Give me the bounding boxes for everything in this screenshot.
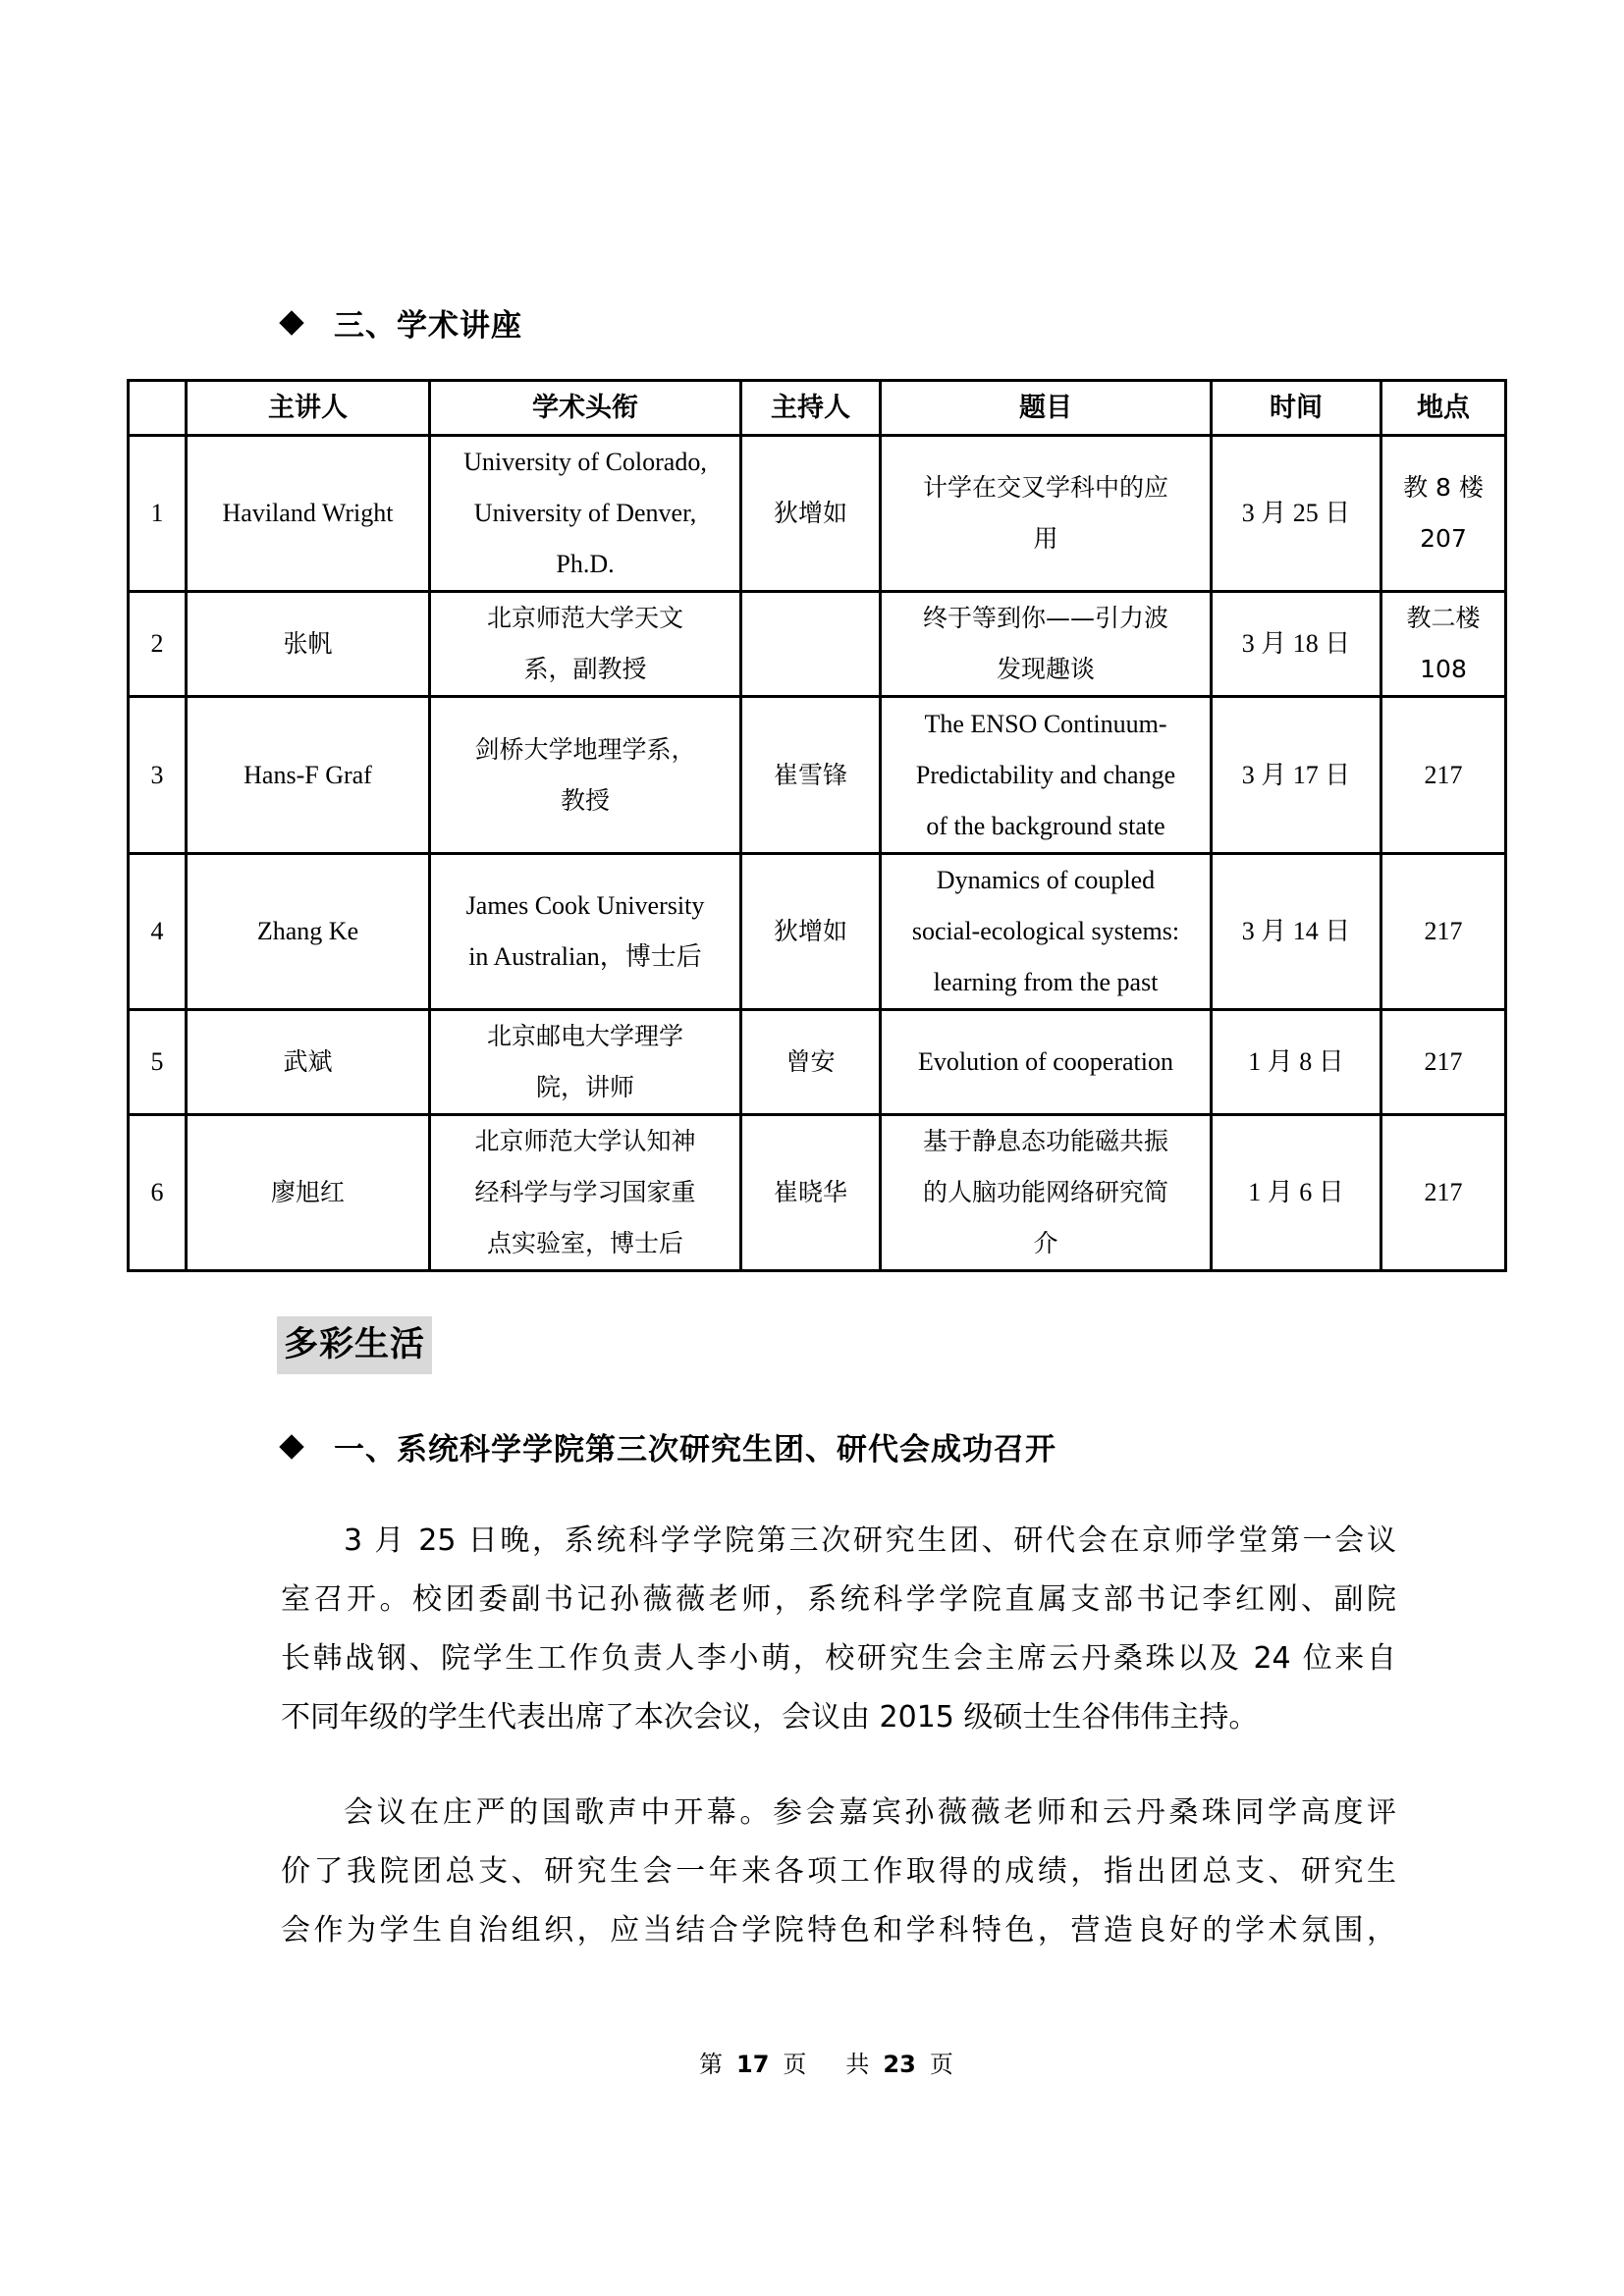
cell-place xyxy=(1381,854,1506,1010)
cell-host xyxy=(741,697,881,854)
cell-speaker-line: 武斌 xyxy=(283,1047,333,1076)
paragraph-line: 会议在庄严的国歌声中开幕。参会嘉宾孙薇薇老师和云丹桑珠同学高度评 xyxy=(344,1795,1396,1830)
paragraph-line: 会作为学生自治组织，应当结合学院特色和学科特色，营造良好的学术氛围， xyxy=(281,1913,1396,1948)
footer-page-unit: 页 xyxy=(783,2051,807,2078)
header-place: 地点 xyxy=(1381,381,1506,436)
cell-speaker-line: Haviland Wright xyxy=(222,499,394,527)
table-row xyxy=(129,1115,1506,1271)
cell-no-line: 4 xyxy=(150,917,164,945)
footer-prefix: 第 xyxy=(699,2051,723,2078)
cell-topic xyxy=(881,436,1212,592)
page-number: 17 xyxy=(736,2051,770,2078)
cell-academic-title-line: 院，讲师 xyxy=(535,1073,634,1101)
cell-speaker-line: Zhang Ke xyxy=(256,917,359,945)
cell-speaker-line: Hans-F Graf xyxy=(244,760,372,789)
cell-topic xyxy=(881,1115,1212,1271)
cell-host xyxy=(741,1115,881,1271)
cell-place xyxy=(1381,1010,1506,1115)
cell-topic xyxy=(881,592,1212,697)
cell-academic-title xyxy=(430,697,741,854)
paragraph xyxy=(281,1512,1396,1747)
cell-academic-title xyxy=(430,1010,741,1115)
cell-speaker-line: 廖旭红 xyxy=(270,1178,345,1206)
cell-host-line: 狄增如 xyxy=(773,917,847,945)
cell-no-line: 3 xyxy=(150,760,164,789)
cell-topic-line: of the background state xyxy=(926,811,1165,840)
cell-time-line: 3 月 18 日 xyxy=(1241,629,1351,658)
cell-academic-title xyxy=(430,1115,741,1271)
table-row xyxy=(129,697,1506,854)
cell-topic xyxy=(881,697,1212,854)
cell-no-line: 5 xyxy=(150,1047,164,1076)
cell-topic-line: 的人脑功能网络研究简 xyxy=(922,1178,1168,1206)
cell-time xyxy=(1212,436,1381,592)
cell-academic-title-line: James Cook University xyxy=(465,891,705,920)
table-row xyxy=(129,592,1506,697)
cell-academic-title-line: 北京师范大学认知神 xyxy=(474,1127,696,1155)
diamond-bullet-icon xyxy=(279,1434,304,1460)
cell-no xyxy=(129,697,187,854)
header-academic-title: 学术头衔 xyxy=(430,381,741,436)
cell-topic-line: The ENSO Continuum- xyxy=(924,709,1167,738)
cell-topic-line: 基于静息态功能磁共振 xyxy=(922,1127,1168,1155)
table-row xyxy=(129,854,1506,1010)
cell-place-line: 108 xyxy=(1420,655,1467,683)
cell-topic-line: 计学在交叉学科中的应 xyxy=(922,473,1168,502)
section-title: 一、系统科学学院第三次研究生团、研代会成功召开 xyxy=(334,1432,1056,1468)
section-banner: 多彩生活 xyxy=(277,1316,432,1374)
cell-academic-title-line: 教授 xyxy=(560,785,610,815)
cell-place xyxy=(1381,436,1506,592)
paragraph xyxy=(281,1784,1396,1960)
table-row xyxy=(129,436,1506,592)
table-header-row xyxy=(129,381,1506,436)
header-no xyxy=(129,381,187,436)
lecture-table xyxy=(127,379,1507,1272)
cell-place-line: 217 xyxy=(1424,1047,1463,1076)
cell-time xyxy=(1212,854,1381,1010)
cell-topic-line: Evolution of cooperation xyxy=(918,1047,1173,1076)
cell-no xyxy=(129,436,187,592)
cell-place xyxy=(1381,592,1506,697)
cell-academic-title xyxy=(430,854,741,1010)
cell-time xyxy=(1212,697,1381,854)
cell-topic xyxy=(881,854,1212,1010)
cell-no xyxy=(129,854,187,1010)
cell-time-line: 1 月 6 日 xyxy=(1248,1178,1344,1206)
cell-no xyxy=(129,1010,187,1115)
cell-academic-title xyxy=(430,592,741,697)
cell-speaker xyxy=(187,592,430,697)
cell-academic-title-line: 北京师范大学天文 xyxy=(486,604,683,632)
cell-no-line: 2 xyxy=(150,629,164,658)
cell-speaker xyxy=(187,436,430,592)
cell-host xyxy=(741,854,881,1010)
section-heading-meeting xyxy=(279,1424,1056,1468)
cell-time xyxy=(1212,592,1381,697)
cell-academic-title-line: University of Denver, xyxy=(473,499,697,527)
cell-no-line: 6 xyxy=(150,1178,164,1206)
cell-topic xyxy=(881,1010,1212,1115)
cell-place-line: 207 xyxy=(1420,524,1467,553)
cell-academic-title-line: in Australian，博士后 xyxy=(468,942,702,971)
cell-topic-line: 发现趣谈 xyxy=(996,655,1095,683)
cell-place xyxy=(1381,1115,1506,1271)
section-title: 三、学术讲座 xyxy=(334,308,522,344)
cell-no xyxy=(129,592,187,697)
cell-time xyxy=(1212,1115,1381,1271)
cell-topic-line: 介 xyxy=(1033,1229,1058,1257)
cell-time xyxy=(1212,1010,1381,1115)
cell-time-line: 3 月 17 日 xyxy=(1241,760,1351,789)
cell-host-line: 崔雪锋 xyxy=(773,760,847,789)
cell-host-line: 崔晓华 xyxy=(773,1178,847,1206)
total-pages: 23 xyxy=(883,2051,916,2078)
page-footer xyxy=(699,2048,953,2081)
cell-academic-title-line: Ph.D. xyxy=(556,550,615,578)
paragraph-line: 室召开。校团委副书记孙薇薇老师，系统科学学院直属支部书记李红刚、副院 xyxy=(281,1582,1396,1617)
cell-place xyxy=(1381,697,1506,854)
cell-host-line: 狄增如 xyxy=(773,499,847,527)
cell-speaker xyxy=(187,697,430,854)
cell-speaker xyxy=(187,1115,430,1271)
section-heading-lectures xyxy=(279,300,522,345)
cell-time-line: 3 月 14 日 xyxy=(1241,917,1351,945)
cell-no-line: 1 xyxy=(150,499,164,527)
cell-academic-title xyxy=(430,436,741,592)
cell-topic-line: social-ecological systems: xyxy=(911,917,1180,945)
cell-place-line: 217 xyxy=(1424,1178,1463,1206)
cell-topic-line: 终于等到你——引力波 xyxy=(922,604,1168,632)
cell-time-line: 3 月 25 日 xyxy=(1241,499,1351,527)
paragraph-line: 长韩战钢、院学生工作负责人李小萌，校研究生会主席云丹桑珠以及 24 位来自 xyxy=(281,1641,1396,1676)
cell-academic-title-line: 北京邮电大学理学 xyxy=(486,1022,683,1050)
cell-topic-line: Predictability and change xyxy=(915,760,1176,789)
cell-speaker xyxy=(187,854,430,1010)
cell-host xyxy=(741,592,881,697)
cell-place-line: 217 xyxy=(1424,917,1463,945)
cell-host-line: 曾安 xyxy=(785,1047,836,1076)
cell-academic-title-line: University of Colorado, xyxy=(463,448,707,476)
header-topic: 题目 xyxy=(881,381,1212,436)
cell-academic-title-line: 经科学与学习国家重 xyxy=(474,1178,696,1206)
cell-host xyxy=(741,436,881,592)
cell-academic-title-line: 系，副教授 xyxy=(523,655,647,683)
diamond-bullet-icon xyxy=(279,310,304,336)
paragraph-line: 价了我院团总支、研究生会一年来各项工作取得的成绩，指出团总支、研究生 xyxy=(281,1854,1396,1889)
footer-total-prefix: 共 xyxy=(845,2051,870,2078)
cell-place-line: 教 8 楼 xyxy=(1403,473,1484,502)
header-speaker: 主讲人 xyxy=(187,381,430,436)
cell-speaker xyxy=(187,1010,430,1115)
header-host: 主持人 xyxy=(741,381,881,436)
header-time: 时间 xyxy=(1212,381,1381,436)
cell-speaker-line: 张帆 xyxy=(283,629,333,658)
cell-place-line: 217 xyxy=(1424,760,1463,789)
table-row xyxy=(129,1010,1506,1115)
paragraph-line: 3 月 25 日晚，系统科学学院第三次研究生团、研代会在京师学堂第一会议 xyxy=(344,1523,1396,1558)
cell-no xyxy=(129,1115,187,1271)
cell-place-line: 教二楼 xyxy=(1406,604,1481,632)
cell-topic-line: Dynamics of coupled xyxy=(936,866,1156,894)
footer-total-unit: 页 xyxy=(929,2051,953,2078)
cell-academic-title-line: 剑桥大学地理学系， xyxy=(474,734,696,764)
paragraph-line: 不同年级的学生代表出席了本次会议，会议由 2015 级硕士生谷伟伟主持。 xyxy=(281,1700,1259,1735)
cell-host xyxy=(741,1010,881,1115)
cell-topic-line: 用 xyxy=(1033,524,1058,553)
cell-time-line: 1 月 8 日 xyxy=(1248,1047,1344,1076)
cell-topic-line: learning from the past xyxy=(933,968,1159,996)
cell-academic-title-line: 点实验室，博士后 xyxy=(486,1229,683,1257)
